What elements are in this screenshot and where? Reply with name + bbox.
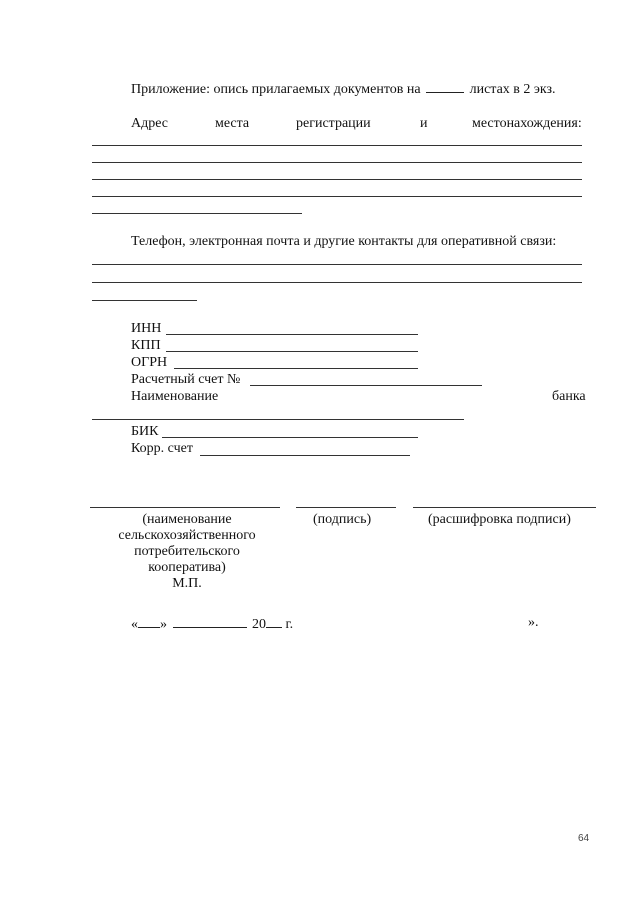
page-number: 64 <box>578 833 590 844</box>
kpp-label: КПП <box>131 338 161 353</box>
contacts-blank-line-1[interactable] <box>92 264 582 265</box>
sheet-count-blank[interactable] <box>426 80 464 93</box>
date-year-blank[interactable] <box>266 615 282 628</box>
corr-account-blank-line[interactable] <box>200 455 410 456</box>
coop-caption-line-2: сельскохозяйственного <box>118 528 256 543</box>
ogrn-label: ОГРН <box>131 355 168 370</box>
signature-decode-caption: (расшифровка подписи) <box>428 512 571 527</box>
date-line <box>131 615 293 633</box>
date-open-quote: « <box>131 617 138 632</box>
signature-decode-blank-line[interactable] <box>413 507 596 508</box>
address-blank-line-5[interactable] <box>92 213 302 214</box>
corr-account-label: Корр. счет <box>131 441 193 456</box>
coop-name-blank-line[interactable] <box>90 507 280 508</box>
ogrn-blank-line[interactable] <box>174 368 418 369</box>
appendix-line <box>131 80 556 98</box>
bik-label: БИК <box>131 424 159 439</box>
bank-name-label-left: Наименование <box>131 389 219 404</box>
address-word-4: и <box>420 116 428 131</box>
contacts-blank-line-2[interactable] <box>92 282 582 283</box>
date-month-blank[interactable] <box>173 615 247 628</box>
bank-name-label-right: банка <box>552 389 586 404</box>
signature-caption: (подпись) <box>313 512 372 527</box>
address-blank-line-2[interactable] <box>92 162 582 163</box>
inn-blank-line[interactable] <box>166 334 418 335</box>
bik-blank-line[interactable] <box>162 437 418 438</box>
address-word-5: местонахождения: <box>472 116 582 131</box>
coop-caption-line-3: потребительского <box>134 544 240 559</box>
address-word-3: регистрации <box>296 116 371 131</box>
address-word-2: места <box>215 116 250 131</box>
appendix-text-after: листах в 2 экз. <box>469 82 556 97</box>
coop-name-caption <box>92 512 282 592</box>
date-year-prefix: 20 <box>252 617 266 632</box>
stamp-label: М.П. <box>172 576 202 591</box>
inn-label: ИНН <box>131 321 162 336</box>
date-end-mark: ». <box>528 615 539 630</box>
date-day-blank[interactable] <box>138 615 160 628</box>
address-blank-line-4[interactable] <box>92 196 582 197</box>
address-word-1: Адрес <box>131 116 169 131</box>
address-blank-line-3[interactable] <box>92 179 582 180</box>
contacts-blank-line-3[interactable] <box>92 300 197 301</box>
account-label: Расчетный счет № <box>131 372 241 387</box>
address-blank-line-1[interactable] <box>92 145 582 146</box>
contacts-label: Телефон, электронная почта и другие контакты для оперативной связи: <box>131 234 557 249</box>
date-year-suffix: г. <box>285 617 294 632</box>
bank-name-blank-line[interactable] <box>92 419 464 420</box>
coop-caption-line-1: (наименование <box>142 512 232 527</box>
signature-blank-line[interactable] <box>296 507 396 508</box>
coop-caption-line-4: кооператива) <box>148 560 226 575</box>
appendix-text-before: Приложение: опись прилагаемых документов на <box>131 82 421 97</box>
date-close-quote: » <box>160 617 167 632</box>
account-blank-line[interactable] <box>250 385 482 386</box>
kpp-blank-line[interactable] <box>166 351 418 352</box>
